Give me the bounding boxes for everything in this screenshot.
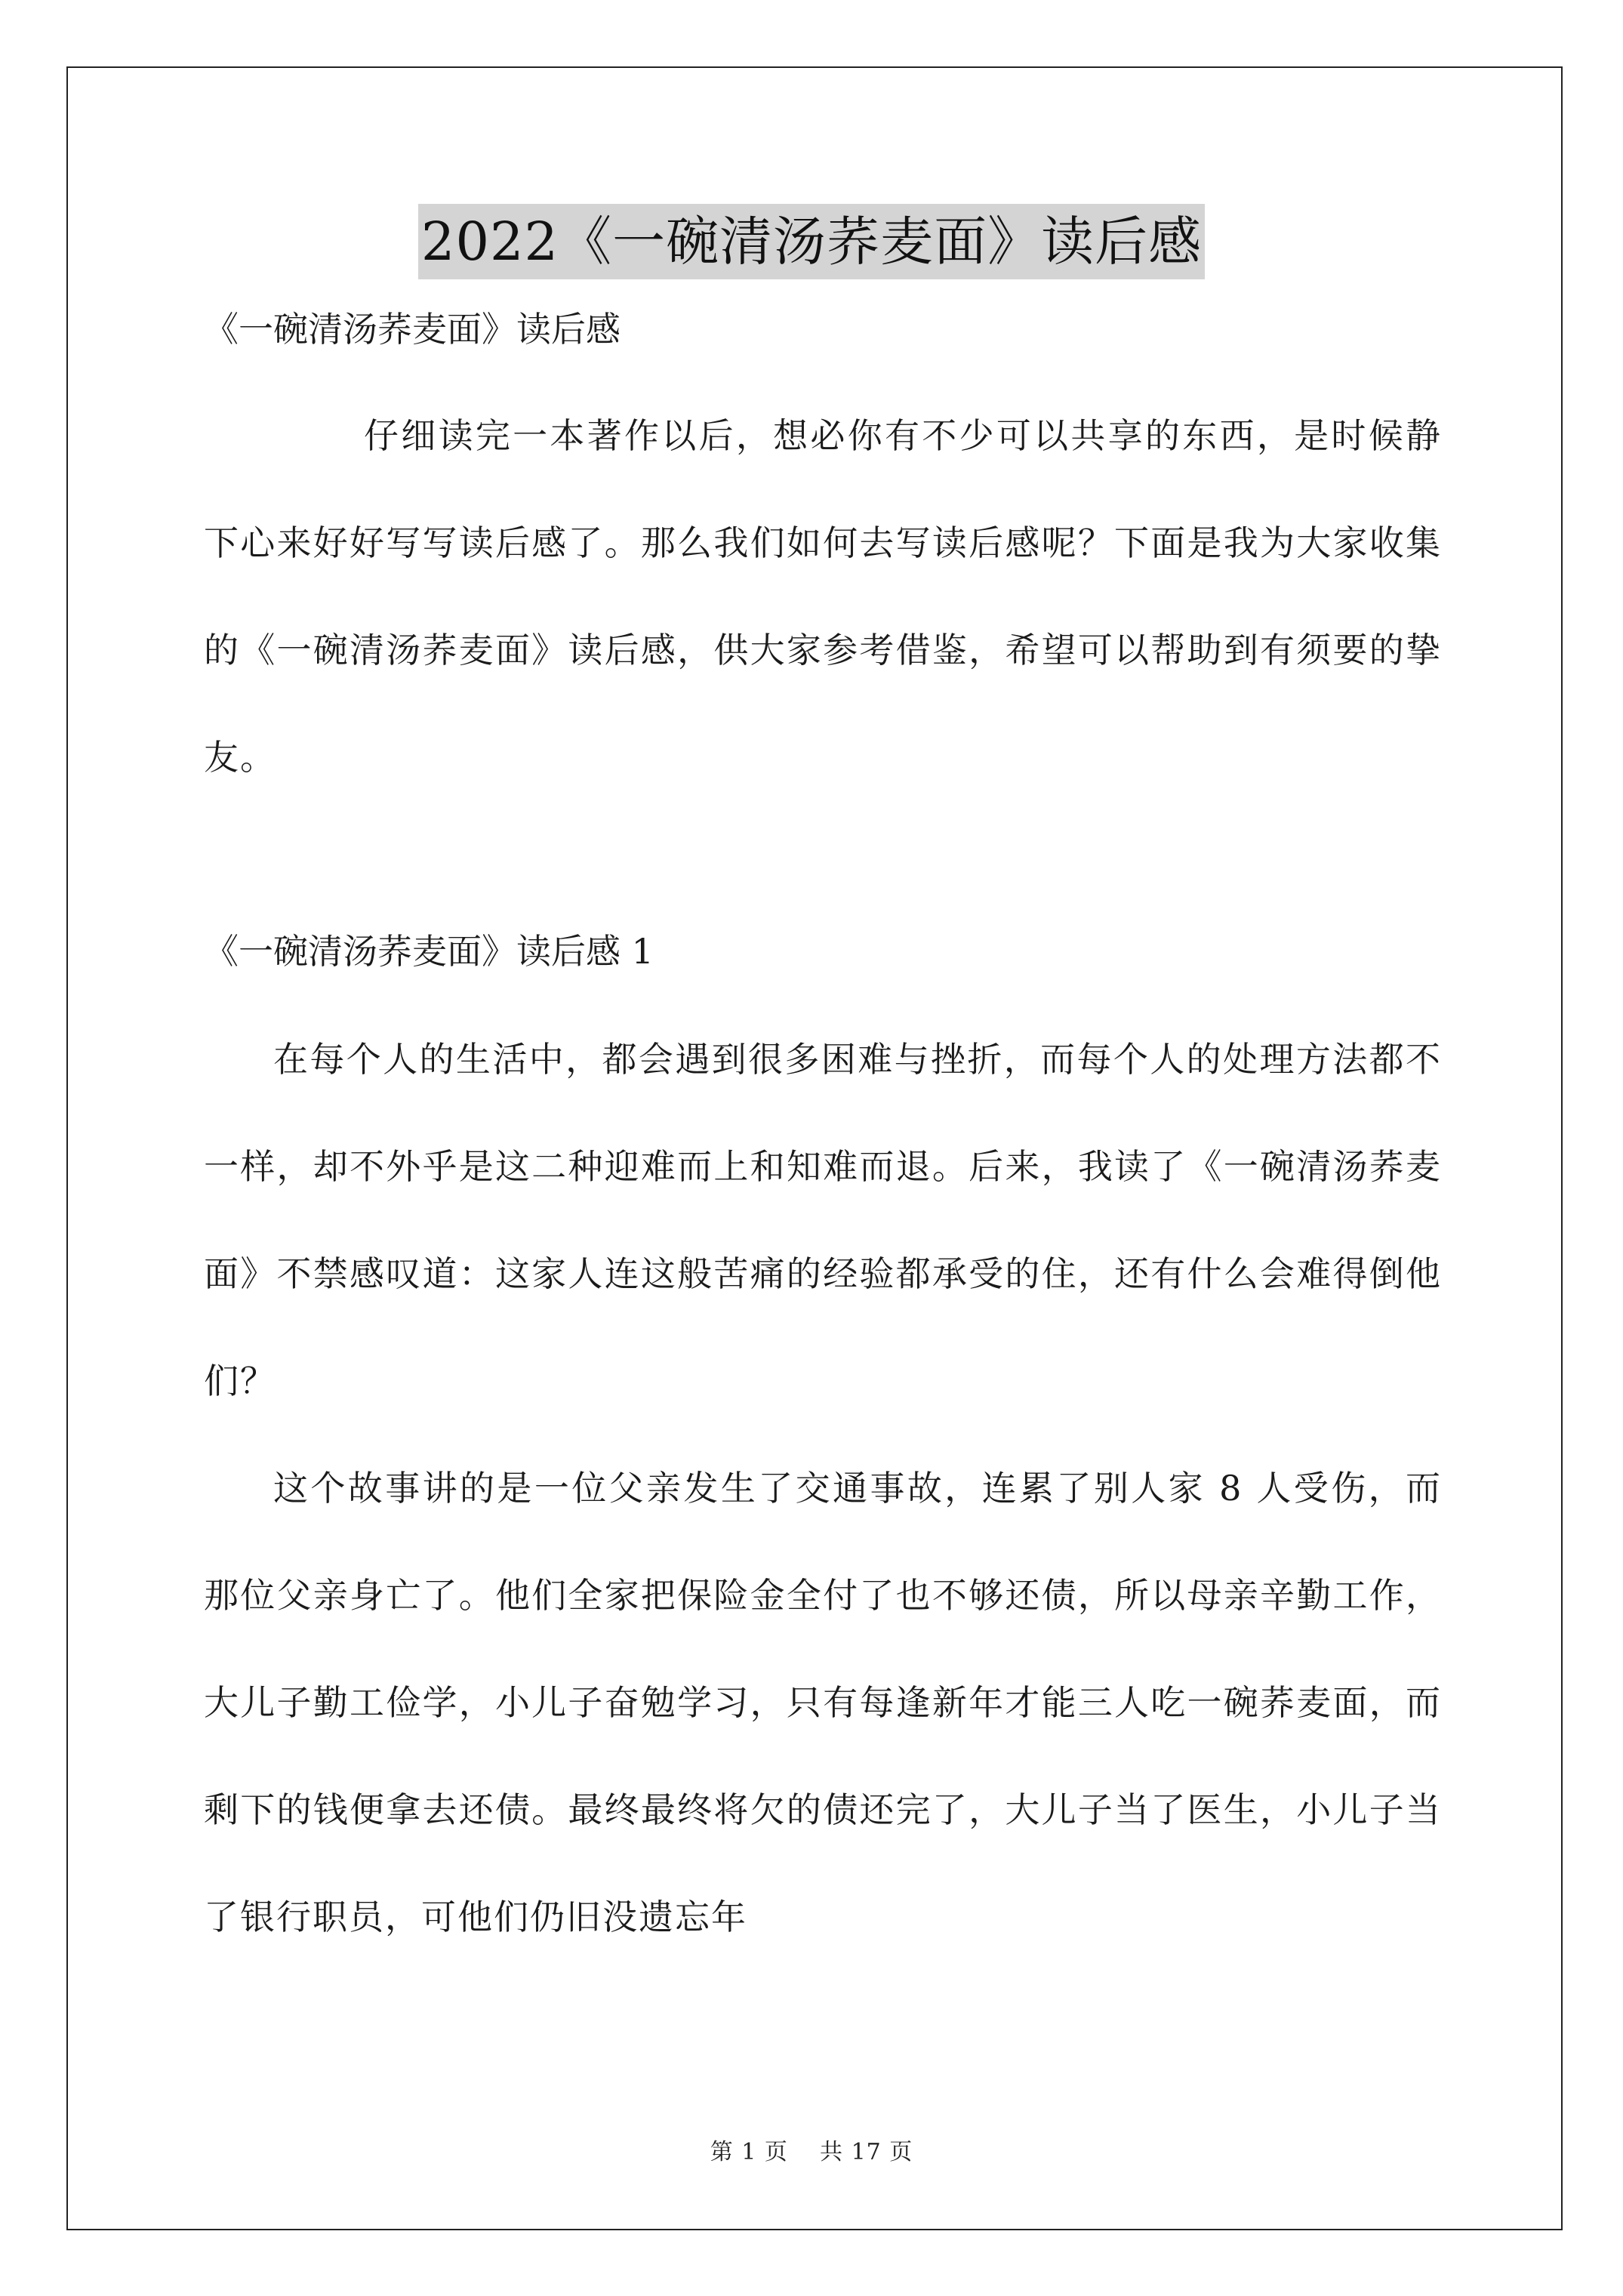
intro-paragraph: 仔细读完一本著作以后，想必你有不少可以共享的东西，是时候静下心来好好写写读后感了。那么我们如何去写读后感呢？下面是我为大家收集的《一碗清汤荞麦面》读后感，供大家参考借鉴，希望可以帮助到有须要的挚友。 xyxy=(204,415,1442,778)
document-body xyxy=(204,302,1442,1971)
page-footer xyxy=(0,2133,1623,2166)
intro-heading: 《一碗清汤荞麦面》读后感 xyxy=(204,309,621,350)
page-total: 共 17 页 xyxy=(820,2139,913,2165)
section-1-heading: 《一碗清汤荞麦面》读后感 1 xyxy=(204,931,654,972)
document-title: 2022《一碗清汤荞麦面》读后感 xyxy=(418,204,1205,279)
title-container xyxy=(0,204,1623,279)
body-paragraph-1: 在每个人的生活中，都会遇到很多困难与挫折，而每个人的处理方法都不一样，却不外乎是这二种迎难而上和知难而退。后来，我读了《一碗清汤荞麦面》不禁感叹道：这家人连这般苦痛的经验都承受的住，还有什么会难得倒他们？ xyxy=(204,1039,1442,1401)
body-paragraph-2: 这个故事讲的是一位父亲发生了交通事故，连累了别人家 8 人受伤，而那位父亲身亡了。他们全家把保险金全付了也不够还债，所以母亲辛勤工作，大儿子勤工俭学，小儿子奋勉学习，只有每逢新年才能三人吃一碗荞麦面，而剩下的钱便拿去还债。最终最终将欠的债还完了，大儿子当了医生，小儿子当了银行职员，可他们仍旧没遗忘年 xyxy=(204,1468,1442,1937)
page-number: 第 1 页 xyxy=(710,2139,788,2165)
